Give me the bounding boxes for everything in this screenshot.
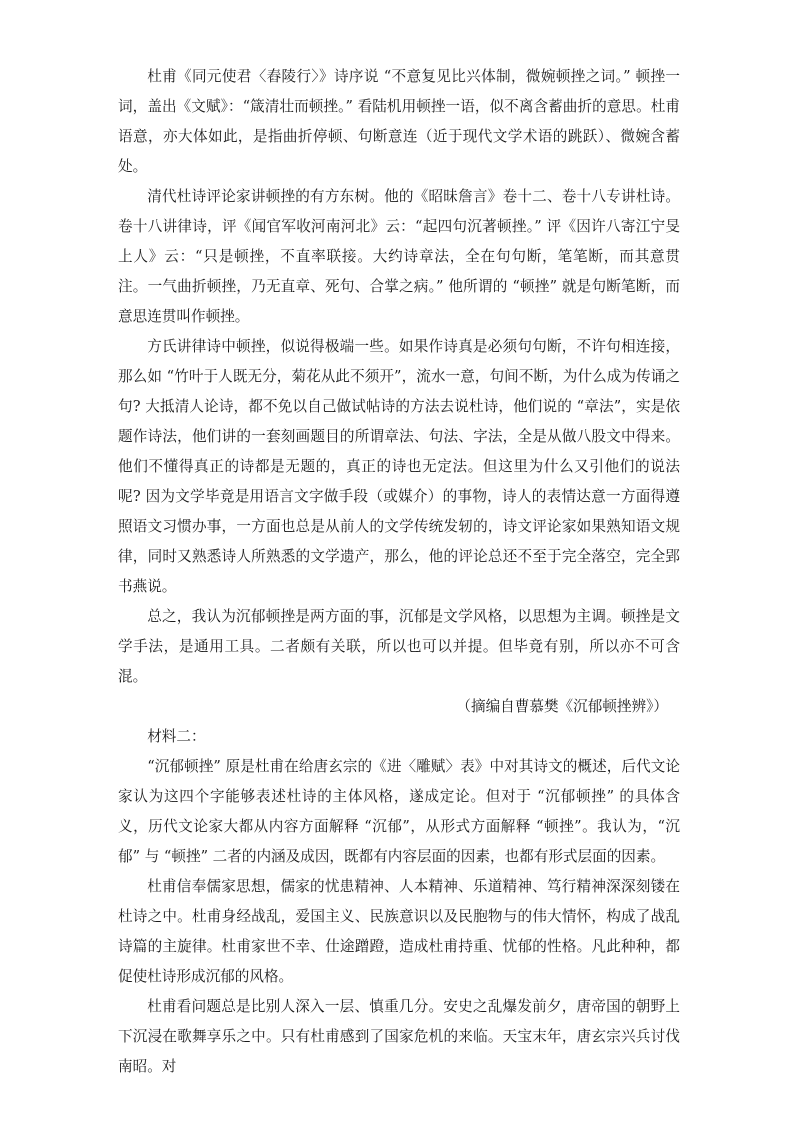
paragraph: 方氏讲律诗中顿挫，似说得极端一些。如果作诗真是必须句句断，不许句相连接，那么如 “竹叶于人既无分，菊花从此不须开”，流水一意，句间不断，为什么成为传诵之句? 大抵清人论诗，都不免以自己做试帖诗的方法去说杜诗，他们说的 “章法”，实是依题作诗法，他们讲的一套刻画题目的所谓章法、句法、字法，全是从做八股文中得来。他们不懂得真正的诗都是无题的，真正的诗也无定法。但这里为什么又引他们的说法呢? 因为文学毕竟是用语言文字做手段（或媒介）的事物，诗人的表情达意一方面得遵照语文习惯办事，一方面也总是从前人的文学传统发轫的，诗文评论家如果熟知语文规律，同时又熟悉诗人所熟悉的文学遗产，那么，他的评论总还不至于完全落空，完全郢书燕说。 bbox=[118, 338, 680, 595]
paragraph: 总之，我认为沉郁顿挫是两方面的事，沉郁是文学风格，以思想为主调。顿挫是文学手法，是通用工具。二者颇有关联，所以也可以并提。但毕竟有别，所以亦不可含混。 bbox=[118, 608, 680, 685]
paragraph: 杜甫看问题总是比别人深入一层、慎重几分。安史之乱爆发前夕，唐帝国的朝野上下沉浸在歌舞享乐之中。只有杜甫感到了国家危机的来临。天宝末年，唐玄宗兴兵讨伐南昭。对 bbox=[118, 998, 680, 1075]
source-citation: （摘编自曹慕樊《沉郁顿挫辨》） bbox=[456, 698, 668, 715]
paragraph: “沉郁顿挫” 原是杜甫在给唐玄宗的《进〈雕赋〉表》中对其诗文的概述，后代文论家认为这四个字能够表述杜诗的主体风格，遂成定论。但对于 “沉郁顿挫” 的具体含义，历代文论家大都从内容方面解释 “沉郁”，从形式方面解释 “顿挫”。我认为，“沉郁” 与 “顿挫” 二者的内涵及成因，既都有内容层面的因素，也都有形式层面的因素。 bbox=[118, 758, 680, 865]
document-page bbox=[118, 62, 680, 1082]
paragraph: 杜甫《同元使君〈舂陵行〉》诗序说 “不意复见比兴体制，微婉顿挫之词。” 顿挫一词，盖出《文赋》：“箴清壮而顿挫。” 看陆机用顿挫一语，似不离含蓄曲折的意思。杜甫语意，亦大体如此，是指曲折停顿、句断意连（近于现代文学术语的跳跃）、微婉含蓄处。 bbox=[118, 68, 680, 175]
paragraph: 清代杜诗评论家讲顿挫的有方东树。他的《昭昧詹言》卷十二、卷十八专讲杜诗。卷十八讲律诗，评《闻官军收河南河北》云：“起四句沉著顿挫。” 评《因许八寄江宁旻上人》云：“只是顿挫，不直率联接。大约诗章法，全在句句断，笔笔断，而其意贯注。一气曲折顿挫，乃无直章、死句、合掌之病。” 他所谓的 “顿挫” 就是句断笔断，而意思连贯叫作顿挫。 bbox=[118, 188, 680, 325]
material-two-heading: 材料二： bbox=[147, 728, 206, 745]
paragraph: 杜甫信奉儒家思想，儒家的忧患精神、人本精神、乐道精神、笃行精神深深刻镂在杜诗之中。杜甫身经战乱，爱国主义、民族意识以及民胞物与的伟大情怀，构成了战乱诗篇的主旋律。杜甫家世不幸、仕途蹭蹬，造成杜甫持重、忧郁的性格。凡此种种，都促使杜诗形成沉郁的风格。 bbox=[118, 878, 680, 985]
